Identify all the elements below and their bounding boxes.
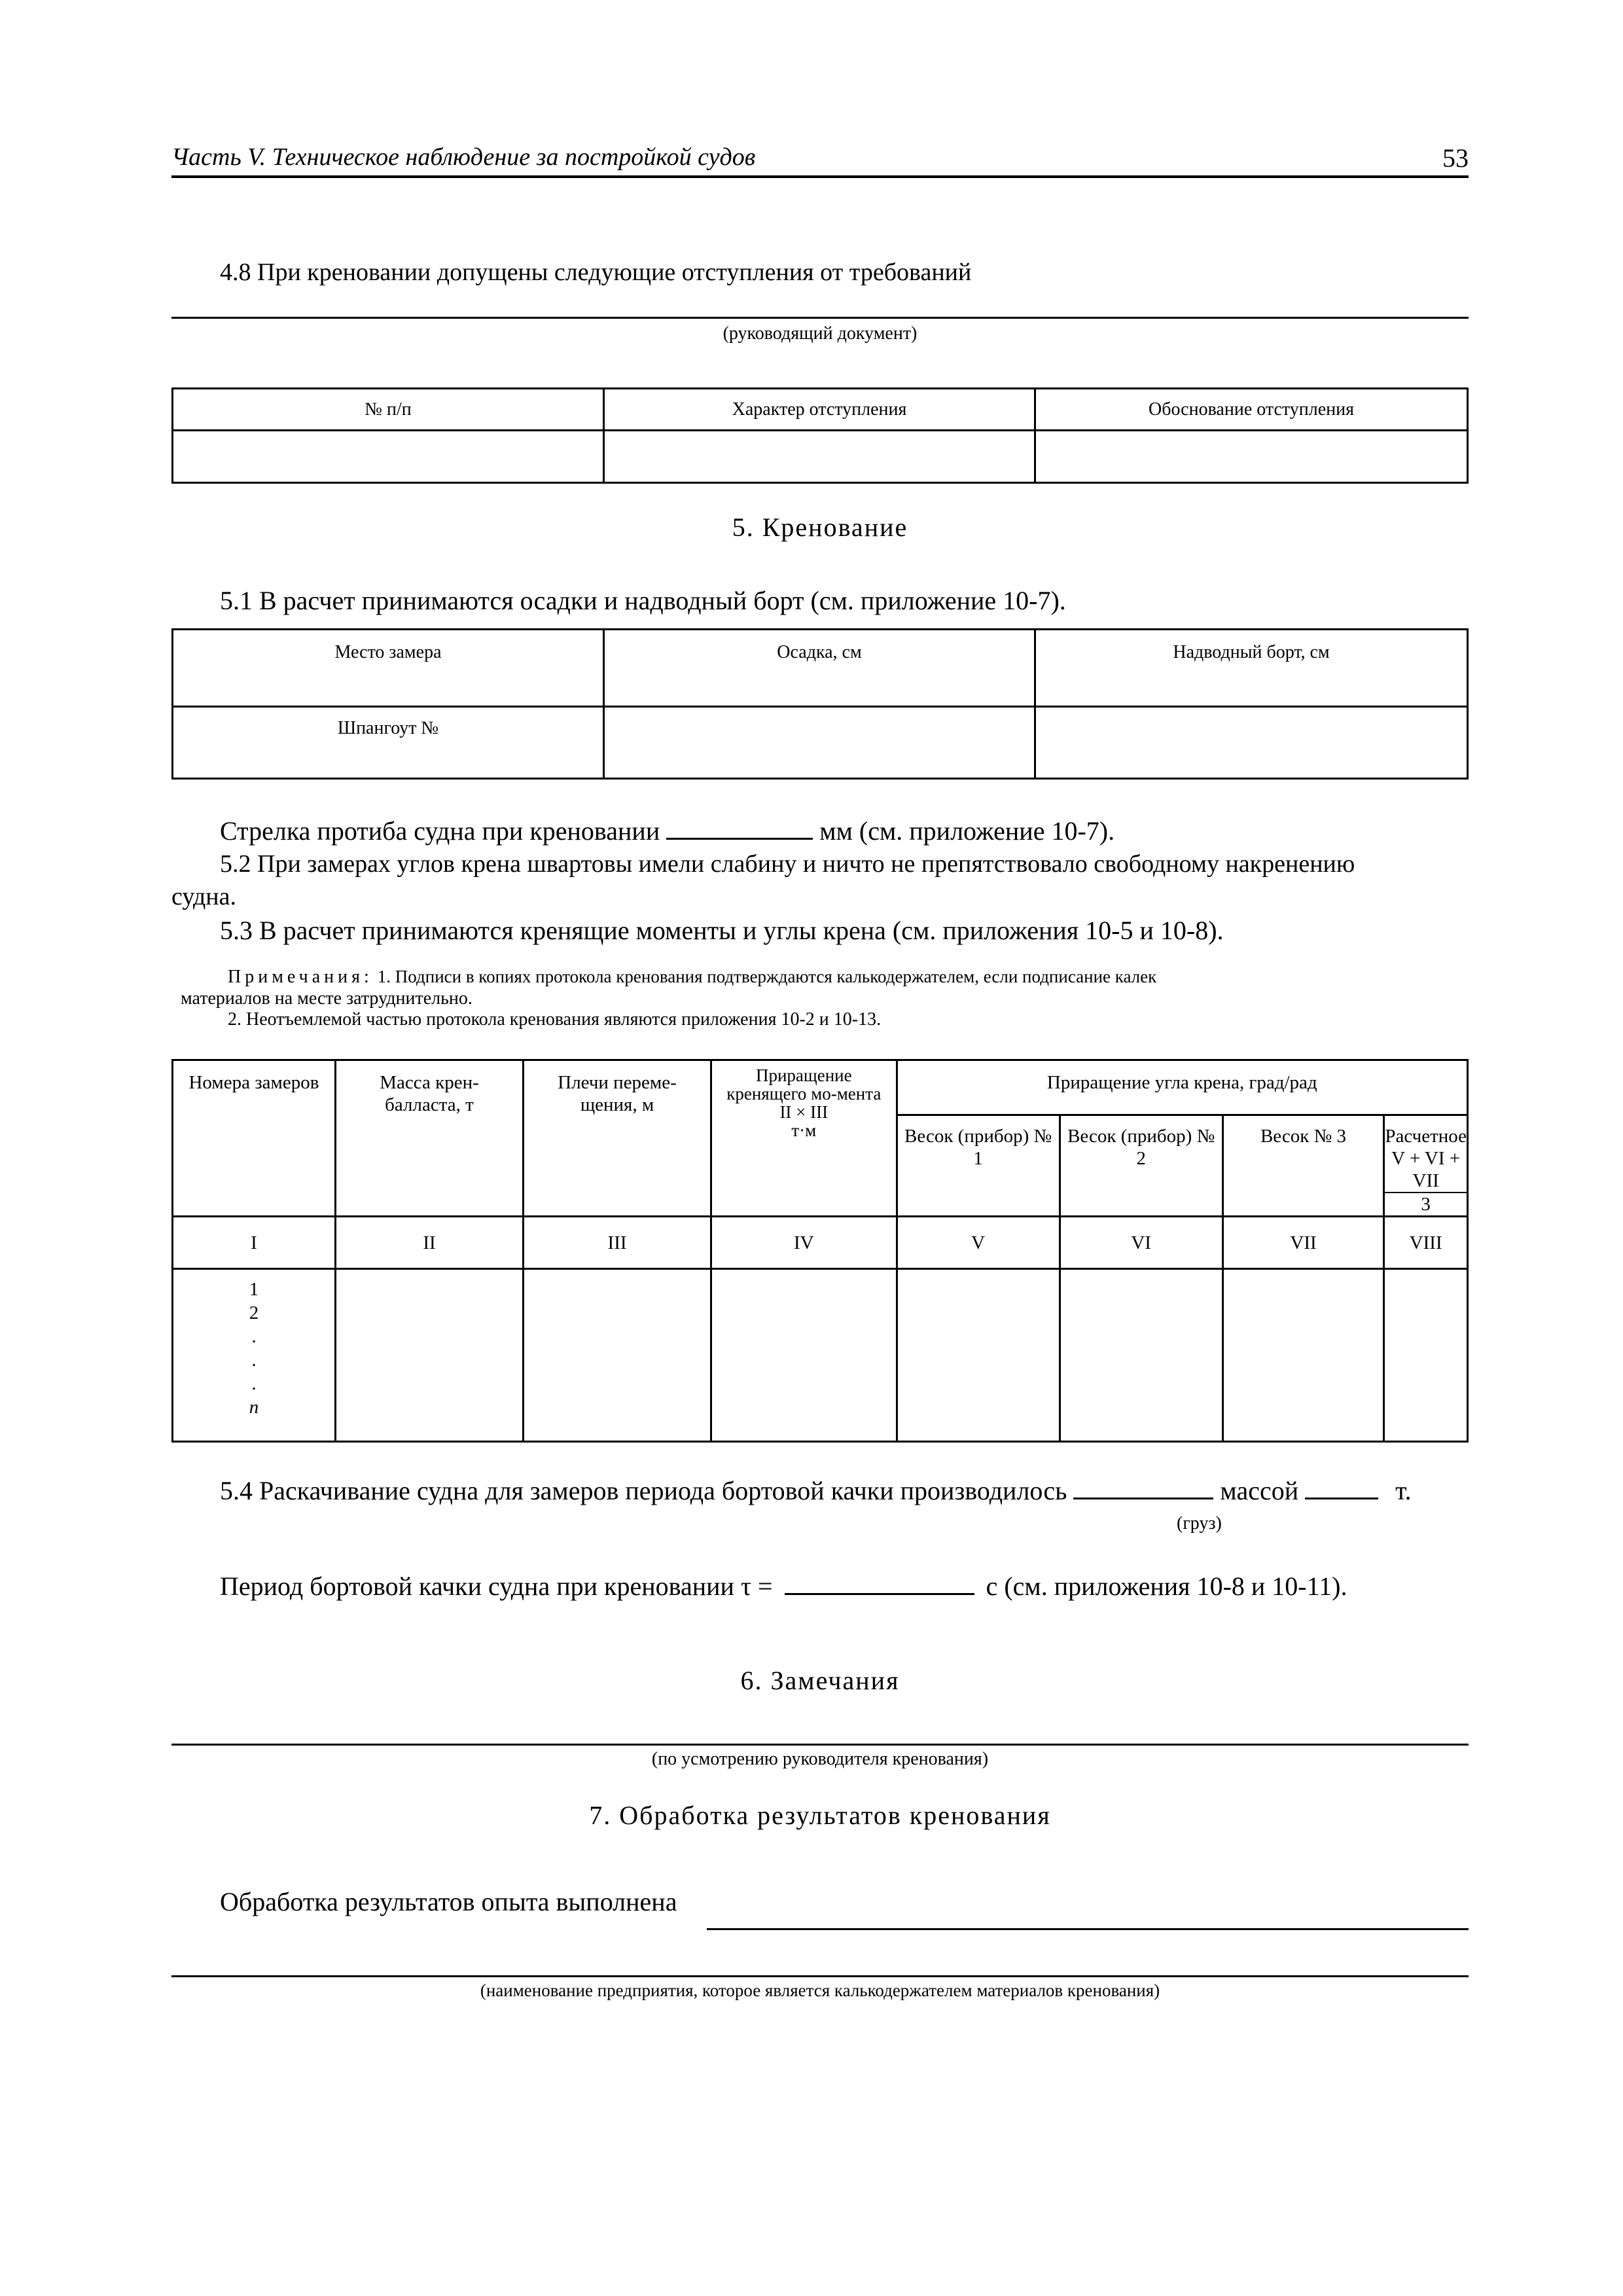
row-number: n xyxy=(249,1397,259,1418)
enterprise-line xyxy=(171,1975,1469,1977)
roman-cell: IV xyxy=(711,1217,897,1269)
section-5-4-line xyxy=(220,1474,1412,1507)
running-header: Часть V. Техническое наблюдение за постройкой судов xyxy=(171,143,756,171)
col-number: № п/п xyxy=(173,389,604,431)
frame-label: Шпангоут № xyxy=(173,707,604,779)
section-5-3-text: 5.3 В расчет принимаются кренящие моменты и углы крена (см. приложения 10-5 и 10-8). xyxy=(220,916,1224,945)
table-cell xyxy=(897,1269,1060,1442)
roll-period-ref: с (см. приложения 10-8 и 10-11). xyxy=(986,1571,1347,1601)
table-cell xyxy=(173,431,604,483)
remarks-line xyxy=(171,1744,1469,1746)
roll-period-text: Период бортовой качки судна при креновании τ = xyxy=(220,1571,773,1601)
heel-table xyxy=(171,1059,1469,1443)
roman-cell: VII xyxy=(1222,1217,1384,1269)
col-calculated-label: Расчетное xyxy=(1385,1126,1467,1147)
page-number: 53 xyxy=(1442,143,1469,173)
table-cell xyxy=(1060,1269,1222,1442)
col-moment-increment xyxy=(711,1060,897,1217)
section-5-heading: 5. Кренование xyxy=(732,512,908,542)
col-weight-1-label: Весок (прибор) № 1 xyxy=(904,1126,1052,1169)
col-measure-numbers-label: Номера замеров xyxy=(188,1072,319,1093)
deviations-table xyxy=(171,387,1469,484)
row-number: . xyxy=(251,1373,257,1394)
note-line-3: 2. Неотъемлемой частью протокола кренования являются приложения 10-2 и 10-13. xyxy=(228,1009,882,1030)
caption-guiding-document: (руководящий документ) xyxy=(722,323,918,344)
row-number: 2 xyxy=(249,1302,259,1323)
fraction-numerator: V + VI + VII xyxy=(1385,1147,1467,1193)
load-blank xyxy=(1073,1474,1213,1499)
note-line-2: материалов на месте затруднительно. xyxy=(181,988,473,1009)
row-numbers-cell xyxy=(173,1269,336,1442)
header-rule xyxy=(171,175,1469,178)
note-1-text: 1. Подписи в копиях протокола кренования подтверждаются калькодержателем, если подписание калек xyxy=(377,967,1157,986)
col-weight-3: Весок № 3 xyxy=(1222,1115,1384,1217)
section-4-8-text: 4.8 При креновании допущены следующие отступления от требований xyxy=(220,259,972,286)
col-moment-label: Приращение кренящего мо-мента II × III xyxy=(726,1066,882,1122)
col-shift-arm xyxy=(524,1060,711,1217)
caption-enterprise: (наименование предприятия, которое является калькодержателем материалов кренования) xyxy=(480,1981,1160,2000)
mass-label: массой xyxy=(1220,1476,1299,1505)
deflection-blank xyxy=(666,814,813,840)
average-fraction xyxy=(1385,1147,1467,1215)
col-weight-1 xyxy=(897,1115,1060,1217)
deflection-line xyxy=(220,814,1115,847)
roman-cell: I xyxy=(173,1217,336,1269)
section-5-2-line1: 5.2 При замерах углов крена швартовы имели слабину и ничто не препятствовало свободному накренению xyxy=(220,850,1355,878)
table-cell xyxy=(604,431,1035,483)
table-cell xyxy=(1384,1269,1468,1442)
mass-blank xyxy=(1305,1474,1378,1499)
deflection-text-a: Стрелка протиба судна при креновании xyxy=(220,816,660,846)
note-label: Примечания: xyxy=(228,967,373,987)
roman-cell: II xyxy=(335,1217,523,1269)
roll-period-blank xyxy=(785,1570,974,1595)
roll-period-line xyxy=(220,1570,1347,1602)
col-measure-numbers xyxy=(173,1060,336,1217)
col-ballast-mass xyxy=(335,1060,523,1217)
col-freeboard: Надводный борт, см xyxy=(1035,630,1468,707)
table-cell xyxy=(1222,1269,1384,1442)
col-ballast-mass-label: Масса крен-балласта, т xyxy=(380,1072,479,1115)
col-measure-place: Место замера xyxy=(173,630,604,707)
tons-unit: т. xyxy=(1395,1476,1412,1505)
section-5-1-text: 5.1 В расчет принимаются осадки и надводный борт (см. приложение 10-7). xyxy=(220,586,1066,615)
row-number: 1 xyxy=(249,1279,259,1300)
roman-cell: VIII xyxy=(1384,1217,1468,1269)
caption-remarks: (по усмотрению руководителя кренования) xyxy=(651,1749,989,1769)
col-weight-2-label: Весок (прибор) № 2 xyxy=(1067,1126,1215,1169)
draft-table xyxy=(171,628,1469,780)
roman-cell: VI xyxy=(1060,1217,1222,1269)
col-moment-unit: т·м xyxy=(791,1121,817,1140)
col-deviation-reason: Обоснование отступления xyxy=(1035,389,1468,431)
section-5-2-line2: судна. xyxy=(171,883,237,910)
processing-line xyxy=(220,1886,677,1918)
section-5-4-text: 5.4 Раскачивание судна для замеров периода бортовой качки производилось xyxy=(220,1476,1067,1505)
fraction-denominator: 3 xyxy=(1421,1194,1431,1215)
row-number: . xyxy=(251,1326,257,1347)
caption-load: (груз) xyxy=(1177,1513,1222,1534)
roman-cell: V xyxy=(897,1217,1060,1269)
table-cell xyxy=(1035,431,1468,483)
fill-line-document xyxy=(171,317,1469,319)
roman-cell: III xyxy=(524,1217,711,1269)
col-shift-arm-label: Плечи переме-щения, м xyxy=(558,1072,677,1115)
col-weight-2 xyxy=(1060,1115,1222,1217)
row-number: . xyxy=(251,1350,257,1371)
col-calculated xyxy=(1384,1115,1468,1217)
deflection-text-b: мм (см. приложение 10-7). xyxy=(819,816,1115,846)
table-cell xyxy=(524,1269,711,1442)
note-line-1 xyxy=(228,966,1156,988)
section-7-heading: 7. Обработка результатов кренования xyxy=(589,1801,1051,1830)
processing-blank xyxy=(707,1928,1469,1930)
section-6-heading: 6. Замечания xyxy=(740,1666,900,1695)
table-cell xyxy=(604,707,1035,779)
processing-text: Обработка результатов опыта выполнена xyxy=(220,1887,677,1916)
table-cell xyxy=(1035,707,1468,779)
table-cell xyxy=(335,1269,523,1442)
table-cell xyxy=(711,1269,897,1442)
col-deviation-nature: Характер отступления xyxy=(604,389,1035,431)
col-draft: Осадка, см xyxy=(604,630,1035,707)
col-group-heel-angle: Приращение угла крена, град/рад xyxy=(897,1060,1467,1115)
